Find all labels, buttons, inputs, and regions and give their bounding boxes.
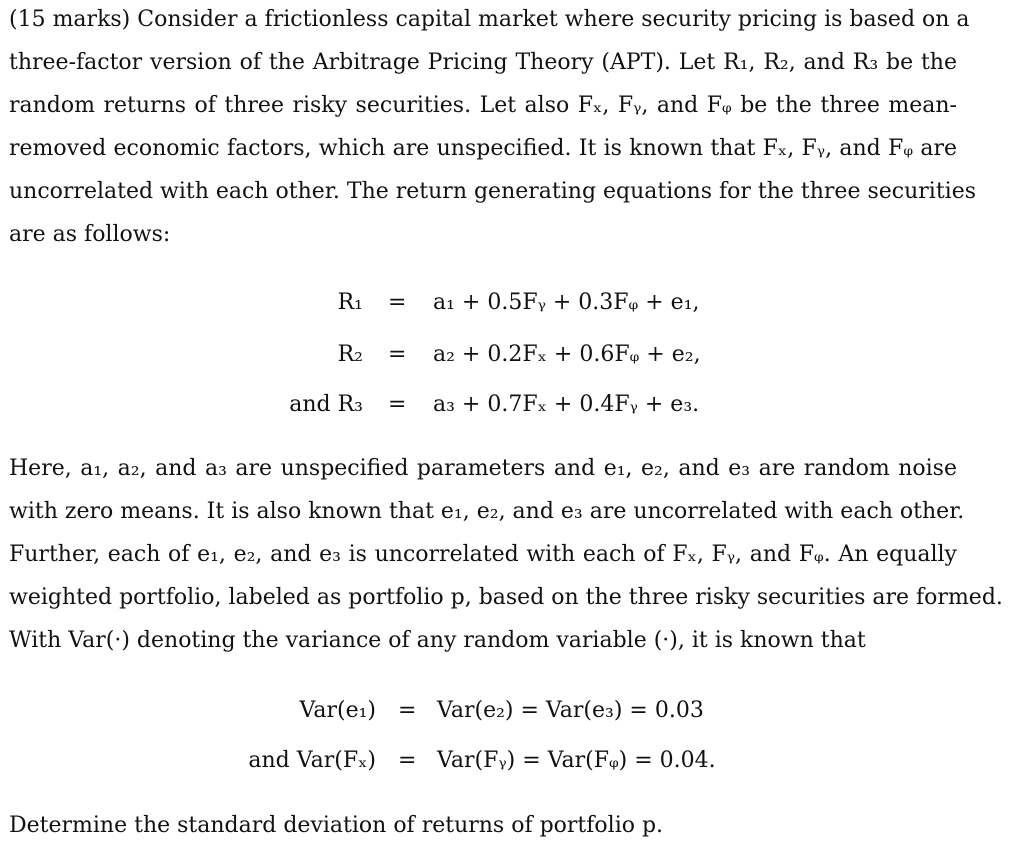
assumptions-paragraph	[9, 447, 1003, 662]
text-line: weighted portfolio, labeled as portfolio p, based on the three risky securities are formed.	[9, 585, 1003, 610]
equation-lhs: R₂	[337, 342, 363, 367]
equation-row-r3	[0, 388, 1024, 422]
equals-sign: =	[388, 342, 407, 367]
equation-row-var-f	[0, 744, 1024, 778]
problem-intro-paragraph	[9, 0, 977, 256]
equation-rhs: a₃ + 0.7Fₓ + 0.4Fᵧ + e₃.	[433, 392, 700, 417]
equals-sign: =	[388, 290, 407, 315]
text-line: random returns of three risky securities. Let also Fₓ, Fᵧ, and Fᵩ be the three mean-	[9, 93, 957, 118]
equals-sign: =	[398, 698, 417, 723]
text-line: uncorrelated with each other. The return generating equations for the three securities	[9, 179, 977, 204]
text-line: Further, each of e₁, e₂, and e₃ is uncorrelated with each of Fₓ, Fᵧ, and Fᵩ. An equally	[9, 542, 957, 567]
equation-row-r1	[0, 286, 1024, 320]
equals-sign: =	[398, 748, 417, 773]
equation-rhs: a₁ + 0.5Fᵧ + 0.3Fᵩ + e₁,	[433, 290, 700, 315]
text-line: with zero means. It is also known that e₁, e₂, and e₃ are uncorrelated with each other.	[9, 499, 965, 524]
text-line: Determine the standard deviation of returns of portfolio p.	[9, 813, 664, 838]
equation-rhs: Var(Fᵧ) = Var(Fᵩ) = 0.04.	[437, 748, 716, 773]
text-line: are as follows:	[9, 222, 171, 247]
equation-rhs: a₂ + 0.2Fₓ + 0.6Fᵩ + e₂,	[433, 342, 701, 367]
text-line: three-factor version of the Arbitrage Pricing Theory (APT). Let R₁, R₂, and R₃ be the	[9, 50, 957, 75]
text-line: (15 marks) Consider a frictionless capital market where security pricing is based on a	[9, 7, 970, 32]
equation-row-r2	[0, 338, 1024, 372]
text-line: removed economic factors, which are unspecified. It is known that Fₓ, Fᵧ, and Fᵩ are	[9, 136, 957, 161]
equation-rhs: Var(e₂) = Var(e₃) = 0.03	[437, 698, 704, 723]
equation-lhs: Var(e₁)	[299, 698, 376, 723]
text-line: With Var(·) denoting the variance of any random variable (·), it is known that	[9, 628, 866, 653]
equation-lhs: and R₃	[289, 392, 363, 417]
equation-lhs: R₁	[337, 290, 363, 315]
question-paragraph	[9, 804, 957, 847]
equation-row-var-e	[0, 694, 1024, 728]
text-line: Here, a₁, a₂, and a₃ are unspecified parameters and e₁, e₂, and e₃ are random noise	[9, 456, 957, 481]
equation-lhs: and Var(Fₓ)	[248, 748, 376, 773]
equals-sign: =	[388, 392, 407, 417]
